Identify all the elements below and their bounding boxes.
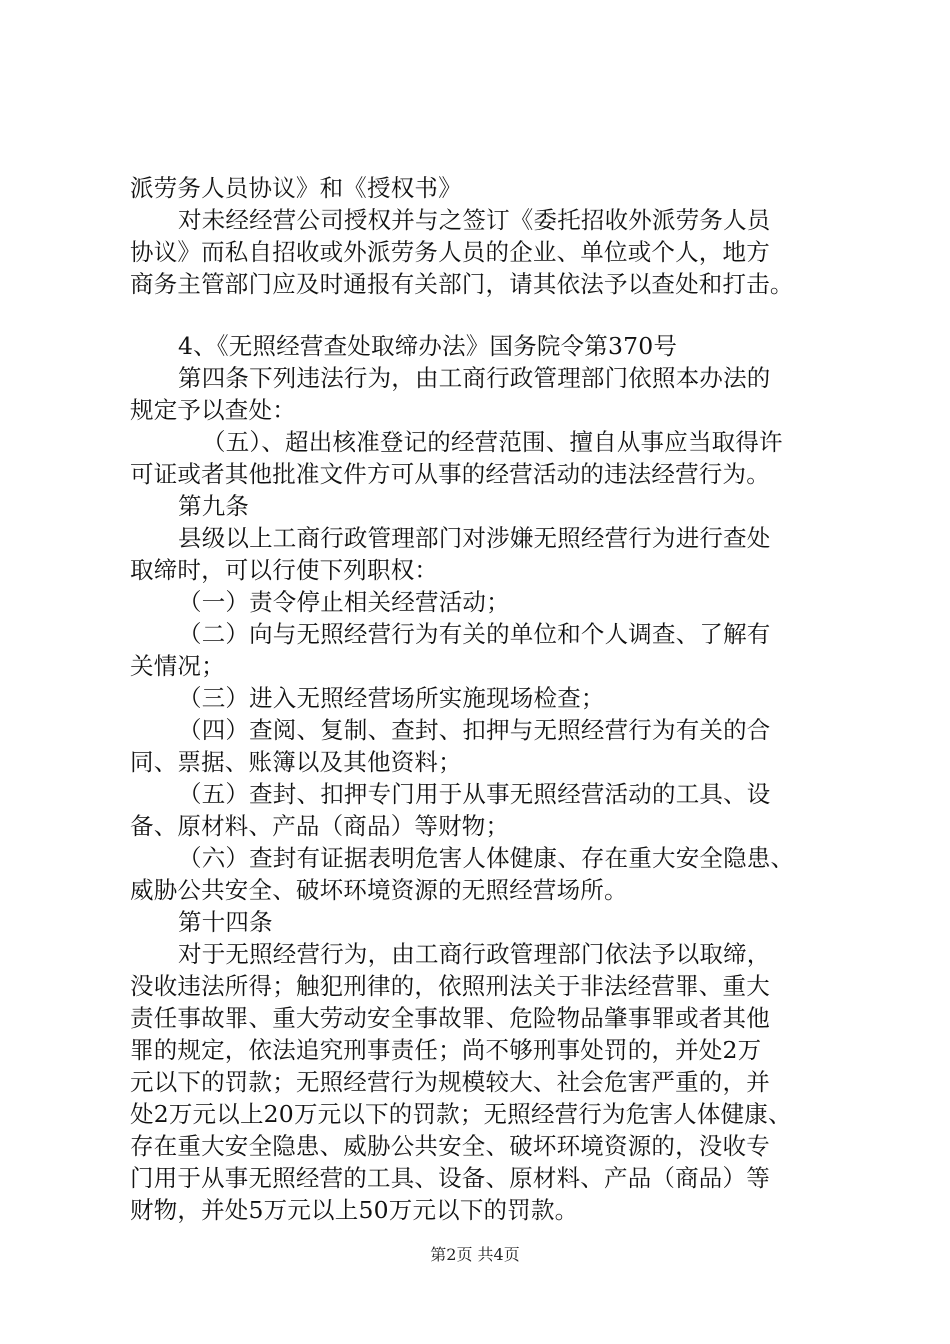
article-title: 第九条 (178, 492, 250, 520)
text-line: 没收违法所得；触犯刑律的，依照刑法关于非法经营罪、重大 (130, 972, 770, 1000)
text-line: 责任事故罪、重大劳动安全事故罪、危险物品肇事罪或者其他 (130, 1004, 770, 1032)
text-line: 备、原材料、产品（商品）等财物； (130, 812, 510, 840)
text-line: 县级以上工商行政管理部门对涉嫌无照经营行为进行查处 (178, 524, 771, 552)
list-item: （二）向与无照经营行为有关的单位和个人调查、了解有 (178, 620, 771, 648)
paragraph-gap (130, 300, 850, 330)
list-item: （一）责令停止相关经营活动； (178, 588, 510, 616)
text-line: 财物，并处5万元以上50万元以下的罚款。 (130, 1196, 579, 1224)
list-item: （三）进入无照经营场所实施现场检查； (178, 684, 605, 712)
list-item: （六）查封有证据表明危害人体健康、存在重大安全隐患、 (178, 844, 795, 872)
text-line: 元以下的罚款；无照经营行为规模较大、社会危害严重的，并 (130, 1068, 770, 1096)
text-line: 协议》而私自招收或外派劳务人员的企业、单位或个人，地方 (130, 238, 770, 266)
text-line: 存在重大安全隐患、威胁公共安全、破坏环境资源的，没收专 (130, 1132, 770, 1160)
list-item: （四）查阅、复制、查封、扣押与无照经营行为有关的合 (178, 716, 771, 744)
text-line: 取缔时，可以行使下列职权： (130, 556, 439, 584)
text-line: 规定予以查处： (130, 396, 296, 424)
page-number-footer: 第2页 共4页 (430, 1245, 520, 1264)
article-title: 第十四条 (178, 908, 273, 936)
text-line: 对于无照经营行为，由工商行政管理部门依法予以取缔， (178, 940, 771, 968)
section-heading: 4、《无照经营查处取缔办法》国务院令第370号 (178, 332, 678, 360)
text-line: 罪的规定，依法追究刑事责任；尚不够刑事处罚的，并处2万 (130, 1036, 762, 1064)
text-line: 处2万元以上20万元以下的罚款；无照经营行为危害人体健康、 (130, 1100, 792, 1128)
text-line: 商务主管部门应及时通报有关部门，请其依法予以查处和打击。 (130, 270, 794, 298)
text-line: （五）、超出核准登记的经营范围、擅自从事应当取得许 (202, 428, 783, 456)
text-line: 第四条下列违法行为，由工商行政管理部门依照本办法的 (178, 364, 771, 392)
list-item: （五）查封、扣押专门用于从事无照经营活动的工具、设 (178, 780, 771, 808)
document-body (130, 172, 850, 1226)
text-line: 可证或者其他批准文件方可从事的经营活动的违法经营行为。 (130, 460, 770, 488)
text-line: 同、票据、账簿以及其他资料； (130, 748, 462, 776)
text-line: 派劳务人员协议》和《授权书》 (130, 174, 462, 202)
text-line: 关情况； (130, 652, 225, 680)
text-line: 门用于从事无照经营的工具、设备、原材料、产品（商品）等 (130, 1164, 770, 1192)
text-line: 对未经经营公司授权并与之签订《委托招收外派劳务人员 (178, 206, 771, 234)
text-line: 威胁公共安全、破坏环境资源的无照经营场所。 (130, 876, 628, 904)
